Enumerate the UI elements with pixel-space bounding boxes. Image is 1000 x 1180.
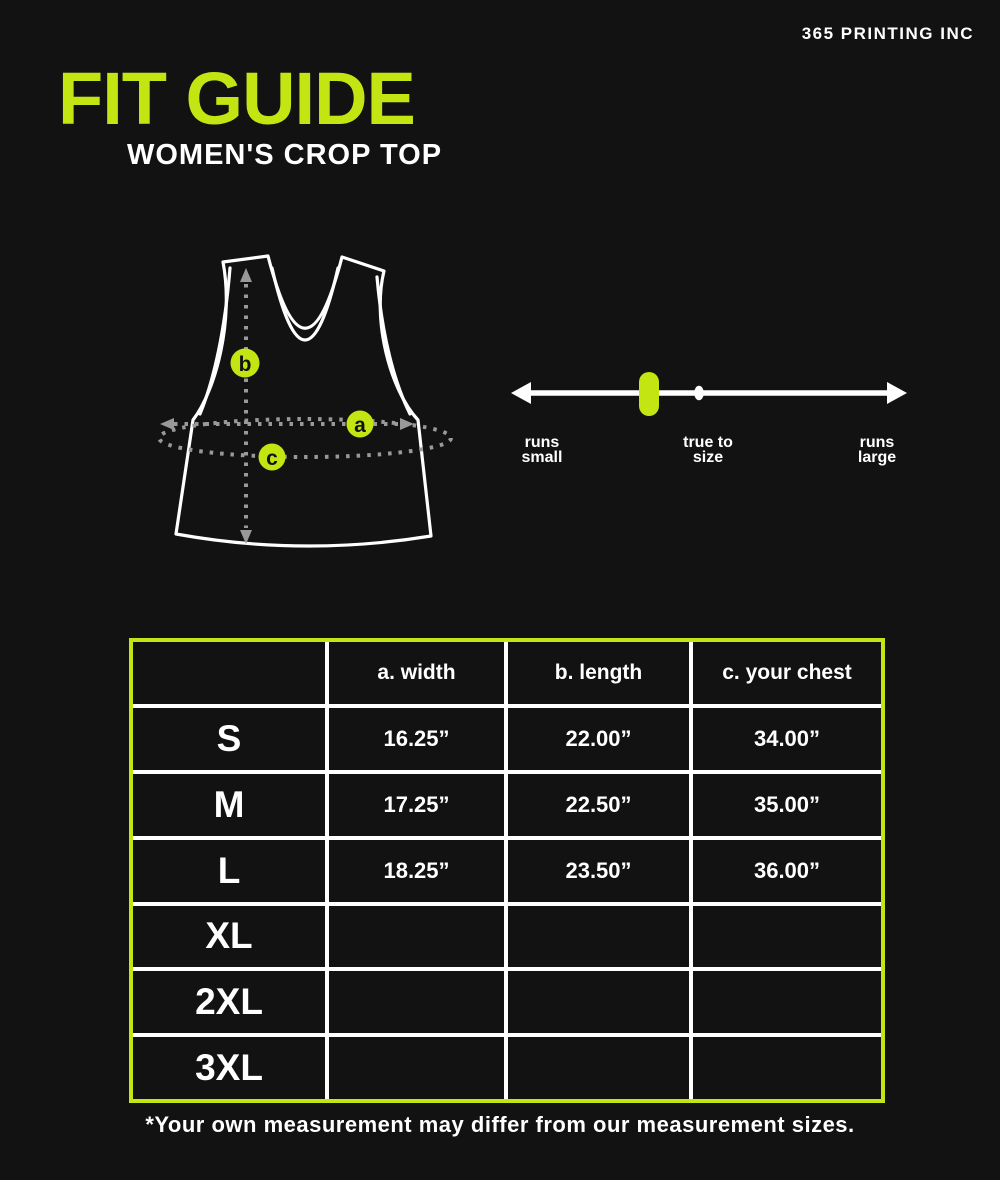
scale-label-line: size bbox=[692, 449, 724, 466]
table-header-chest: c. your chest bbox=[693, 642, 881, 704]
marker-a-letter: a bbox=[354, 414, 366, 437]
scale-label-line: large bbox=[857, 449, 897, 466]
value-2xl-width bbox=[329, 971, 504, 1033]
value-s-length: 22.00” bbox=[508, 708, 689, 770]
value-m-width: 17.25” bbox=[329, 774, 504, 836]
brand-name: 365 PRINTING INC bbox=[801, 24, 974, 43]
fit-indicator-marker bbox=[639, 372, 659, 416]
size-label-3xl: 3XL bbox=[133, 1037, 325, 1099]
value-xl-length bbox=[508, 906, 689, 968]
value-3xl-length bbox=[508, 1037, 689, 1099]
size-label-l: L bbox=[133, 840, 325, 902]
value-2xl-length bbox=[508, 971, 689, 1033]
value-xl-width bbox=[329, 906, 504, 968]
measurement-disclaimer: *Your own measurement may differ from our measurement sizes. bbox=[145, 1112, 855, 1137]
scale-right-arrowhead bbox=[887, 382, 907, 404]
value-m-chest: 35.00” bbox=[693, 774, 881, 836]
fit-scale bbox=[511, 372, 907, 416]
scale-label-line: true to bbox=[683, 434, 733, 451]
size-label-2xl: 2XL bbox=[133, 971, 325, 1033]
size-label-xl: XL bbox=[133, 906, 325, 968]
size-label-s: S bbox=[133, 708, 325, 770]
value-m-length: 22.50” bbox=[508, 774, 689, 836]
size-table bbox=[129, 638, 885, 1103]
scale-label-line: runs bbox=[524, 434, 560, 451]
table-header-length: b. length bbox=[508, 642, 689, 704]
scale-label-line: small bbox=[521, 449, 563, 466]
size-label-m: M bbox=[133, 774, 325, 836]
scale-left-arrowhead bbox=[511, 382, 531, 404]
value-l-width: 18.25” bbox=[329, 840, 504, 902]
table-header-empty bbox=[133, 642, 325, 704]
marker-b-letter: b bbox=[238, 353, 252, 376]
value-2xl-chest bbox=[693, 971, 881, 1033]
scale-label-runs-small bbox=[497, 435, 587, 465]
value-3xl-width bbox=[329, 1037, 504, 1099]
value-l-chest: 36.00” bbox=[693, 840, 881, 902]
page-subtitle: WOMEN'S CROP TOP bbox=[127, 139, 443, 171]
value-l-length: 23.50” bbox=[508, 840, 689, 902]
scale-label-true-to-size bbox=[658, 435, 758, 465]
marker-circles bbox=[231, 349, 374, 471]
value-s-chest: 34.00” bbox=[693, 708, 881, 770]
value-xl-chest bbox=[693, 906, 881, 968]
value-3xl-chest bbox=[693, 1037, 881, 1099]
table-header-width: a. width bbox=[329, 642, 504, 704]
scale-label-line: runs bbox=[859, 434, 895, 451]
value-s-width: 16.25” bbox=[329, 708, 504, 770]
page-title: FIT GUIDE bbox=[58, 57, 415, 140]
marker-c-letter: c bbox=[266, 447, 278, 470]
scale-label-runs-large bbox=[832, 435, 922, 465]
scale-center-tick bbox=[694, 386, 704, 400]
crop-top-outline bbox=[176, 256, 431, 546]
